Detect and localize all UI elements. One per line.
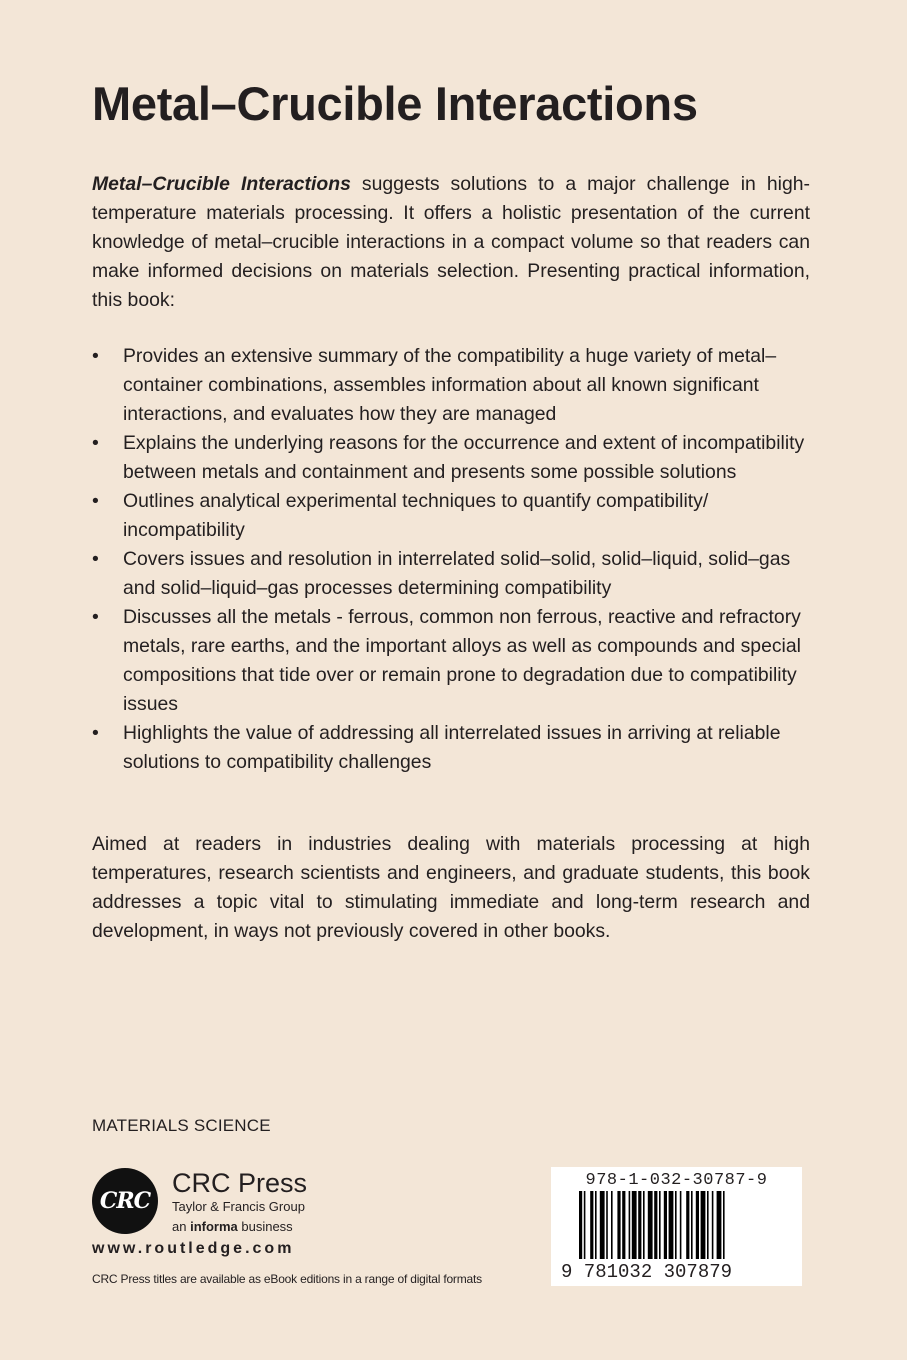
list-item — [92, 429, 810, 487]
publisher-name: CRC Press — [172, 1168, 308, 1198]
publisher-url[interactable]: www.routledge.com — [92, 1240, 295, 1257]
barcode-bar — [590, 1191, 593, 1259]
barcode-bar — [643, 1191, 645, 1259]
informa-prefix: an — [172, 1219, 191, 1234]
barcode-bar — [691, 1191, 693, 1259]
bullet-icon: • — [92, 490, 99, 512]
list-item — [92, 603, 810, 719]
list-item-text: Explains the underlying reasons for the occurrence and extent of incompatibility between metals and containment and presents some possible solutions — [123, 432, 805, 483]
bullet-icon: • — [92, 345, 99, 367]
list-item-text: Provides an extensive summary of the compatibility a huge variety of metal–container combinations, assembles information about all known significant interactions, and evaluates how they are managed — [123, 345, 777, 425]
barcode-bar — [654, 1191, 657, 1259]
intro-book-title: Metal–Crucible Interactions — [92, 173, 351, 195]
publisher-informa-line — [172, 1219, 293, 1234]
bullet-icon: • — [92, 548, 99, 570]
barcode-bar — [701, 1191, 706, 1259]
barcode-bar — [648, 1191, 653, 1259]
barcode-bar — [584, 1191, 586, 1259]
barcode-bar — [629, 1191, 631, 1259]
list-item — [92, 719, 810, 777]
list-item — [92, 342, 810, 429]
list-item-text: Discusses all the metals - ferrous, common non ferrous, reactive and refractory metals, rare earths, and the important alloys as well as compounds and special compositions that tide over or remain prone to degradation due to compatibility issues — [123, 606, 801, 715]
closing-paragraph: Aimed at readers in industries dealing with materials processing at high temperatures, research scientists and engineers, and graduate students, this book addresses a topic vital to stimulating immediate and long-term research and development, in ways not previously covered in other books. — [92, 833, 810, 942]
barcode-bar — [600, 1191, 605, 1259]
informa-suffix: business — [237, 1219, 293, 1234]
list-item-text: Highlights the value of addressing all interrelated issues in arriving at reliable solutions to compatibility challenges — [123, 722, 781, 773]
intro-text: suggests solutions to a major challenge in high-temperature materials processing. It offers a holistic presentation of the current knowledge of metal–crucible interactions in a compact volume so that readers can make informed decisions on materials selection. Presenting practical information, this book: — [92, 173, 810, 311]
barcode-bar — [717, 1191, 722, 1259]
barcode-bar — [686, 1191, 689, 1259]
barcode-bar — [579, 1191, 582, 1259]
barcode-bar — [606, 1191, 608, 1259]
ean-digits: 9 781032 307879 — [561, 1261, 733, 1283]
list-item — [92, 487, 810, 545]
list-item-text: Covers issues and resolution in interrelated solid–solid, solid–liquid, solid–gas and solid–liquid–gas processes determining compatibility — [123, 548, 791, 599]
subject-category: MATERIALS SCIENCE — [92, 1116, 271, 1135]
publisher-group: Taylor & Francis Group — [172, 1199, 305, 1214]
barcode-bar — [712, 1191, 714, 1259]
barcode-bar — [611, 1191, 613, 1259]
list-item-text: Outlines analytical experimental techniques to quantify compatibility/ incompatibility — [123, 490, 709, 541]
barcode-bar — [659, 1191, 661, 1259]
barcode-bar — [632, 1191, 637, 1259]
barcode-bar — [707, 1191, 709, 1259]
barcode-bar — [595, 1191, 597, 1259]
book-title: Metal–Crucible Interactions — [92, 77, 698, 130]
ebook-note: CRC Press titles are available as eBook editions in a range of digital formats — [92, 1272, 482, 1286]
barcode-bar — [675, 1191, 677, 1259]
crc-logo-icon: CRC — [92, 1168, 158, 1234]
bullet-icon: • — [92, 432, 99, 454]
barcode-bar — [696, 1191, 699, 1259]
feature-list — [92, 342, 810, 777]
barcode-bar — [680, 1191, 682, 1259]
barcode-bar — [622, 1191, 625, 1259]
isbn-text: 978-1-032-30787-9 — [585, 1171, 768, 1190]
barcode-panel — [551, 1167, 802, 1286]
list-item — [92, 545, 810, 603]
barcode-bar — [669, 1191, 674, 1259]
barcode-bar — [723, 1191, 725, 1259]
intro-paragraph — [92, 170, 810, 315]
bullet-icon: • — [92, 606, 99, 628]
barcode-icon — [579, 1191, 775, 1259]
barcode-bar — [617, 1191, 620, 1259]
barcode-bar — [664, 1191, 667, 1259]
barcode-bar — [638, 1191, 641, 1259]
informa-word: informa — [190, 1219, 238, 1234]
bullet-icon: • — [92, 722, 99, 744]
